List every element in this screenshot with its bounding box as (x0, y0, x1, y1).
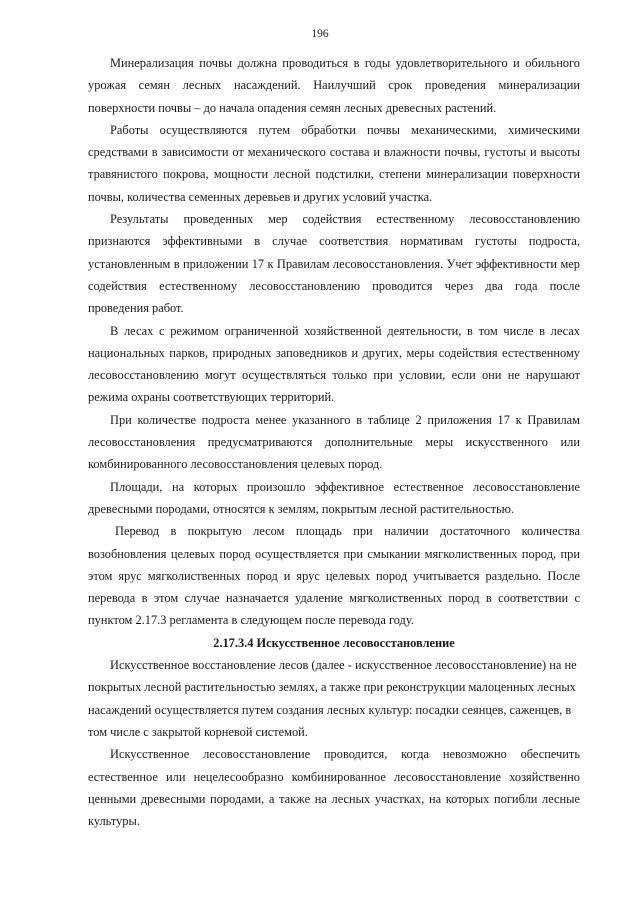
paragraph-additional-measures: При количестве подроста менее указанного в таблице 2 приложения 17 к Правилам лесовосстановления предусматриваются дополнительные меры искусственного или комбинированного лесовосстановления целевых пород. (88, 412, 580, 472)
paragraph-artificial-definition: Искусственное восстановление лесов (далее - искусственное лесовосстановление) на не покрытых лесной растительностью землях, а также при реконструкции малоценных лесных насаждений осуществляется путем создания лесных культур: посадки сеянцев, саженцев, в том числе с закрытой корневой системой. (88, 658, 577, 739)
page-number: 196 (311, 28, 329, 40)
paragraph-results-effectiveness: Результаты проведенных мер содействия естественному лесовосстановлению признаются эффективными в случае соответствия нормативам густоты подроста, установленным в приложении 17 к Правилам лесовосстановления. Учет эффективности мер содействия естественному лесовосстановлению проводится через два года после проведения работ. (88, 212, 580, 316)
paragraph-mineralization-timing: Минерализация почвы должна проводиться в годы удовлетворительного и обильного урожая семян лесных насаждений. Наилучший срок проведения минерализации поверхности почвы – до начала опадения семян лесных древесных растений. (88, 56, 580, 115)
paragraph-restricted-forests: В лесах с режимом ограниченной хозяйственной деятельности, в том числе в лесах национальных парков, природных заповедников и других, меры содействия естественному лесовосстановлению могут осуществляться только при условии, если они не нарушают режима охраны соответствующих территорий. (88, 323, 580, 405)
paragraph-artificial-conditions: Искусственное лесовосстановление проводится, когда невозможно обеспечить естественное или нецелесообразно комбинированное лесовосстановление хозяйственно ценными древесными породами, а также на лесных участках, на которых погибли лесные культуры. (88, 747, 580, 829)
page-content (88, 52, 580, 832)
section-heading: 2.17.3.4 Искусственное лесовосстановление (213, 635, 455, 650)
paragraph-covered-lands: Площади, на которых произошло эффективное естественное лесовосстановление древесными породами, относятся к землям, покрытым лесной растительностью. (88, 479, 580, 516)
paragraph-transfer-to-forest: Перевод в покрытую лесом площадь при наличии достаточного количества возобновления целевых пород осуществляется при смыкании мягколиственных пород, при этом ярус мягколиственных пород и ярус целевых пород учитывается раздельно. После перевода в этом случае назначается удаление мягколиственных пород в соответствии с пунктом 2.17.3 регламента в следующем после перевода году. (88, 524, 580, 628)
paragraph-soil-treatment: Работы осуществляются путем обработки почвы механическими, химическими средствами в зависимости от механического состава и влажности почвы, густоты и высоты травянистого покрова, мощности лесной подстилки, степени минерализации поверхности почвы, количества семенных деревьев и других условий участка. (88, 122, 580, 204)
